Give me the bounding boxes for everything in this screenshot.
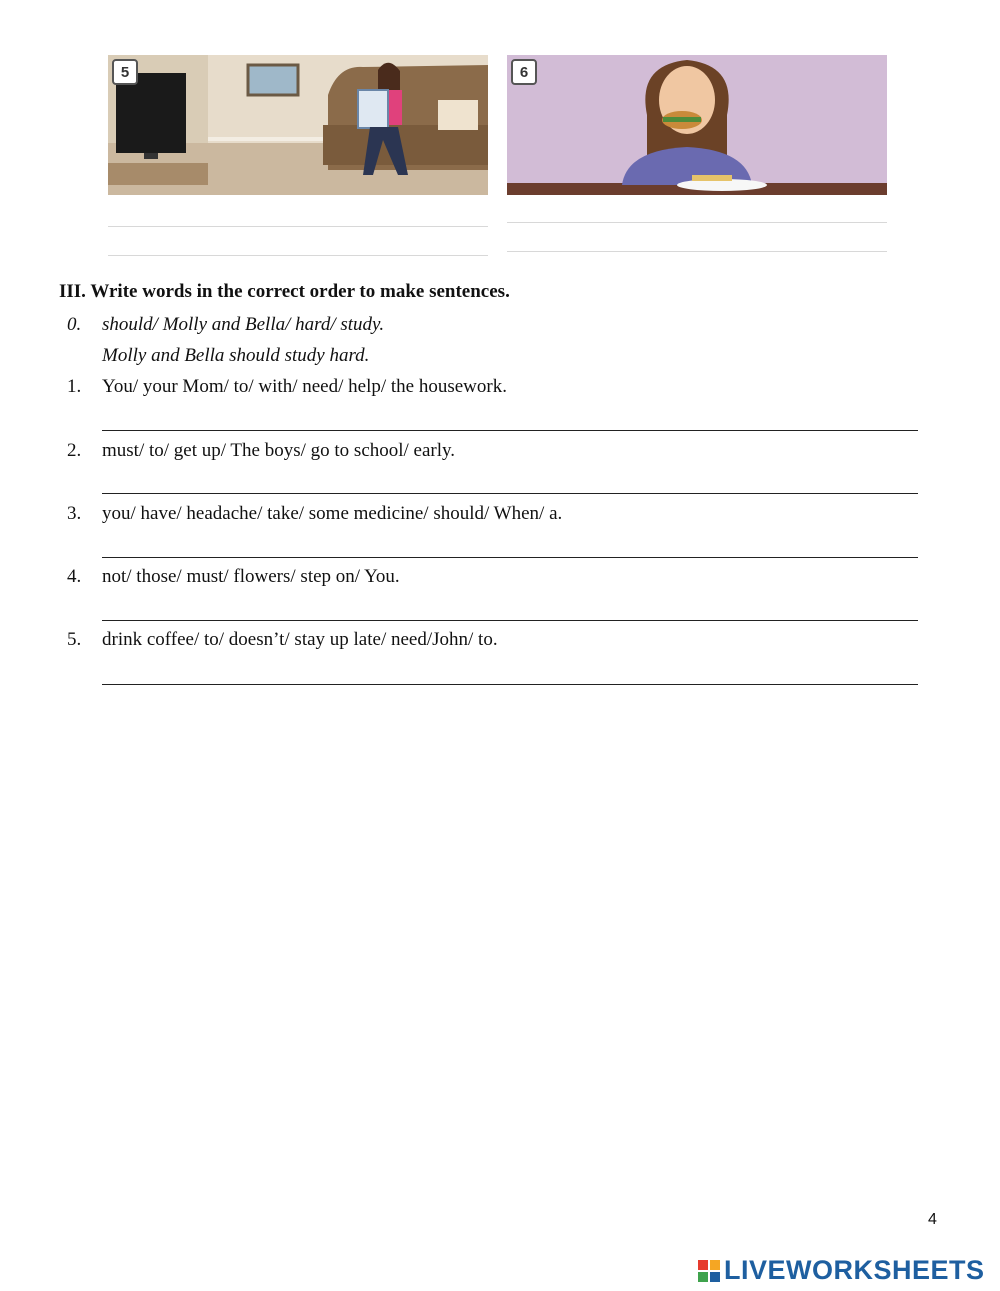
brand-name: LIVEWORKSHEETS [724,1255,985,1285]
picture-writing-line [507,222,887,223]
answer-line-5[interactable] [102,684,918,685]
picture-writing-line [507,251,887,252]
item-text: drink coffee/ to/ doesn’t/ stay up late/ need/John/ to. [102,629,498,650]
section-heading: III. Write words in the correct order to make sentences. [59,281,510,302]
liveworksheets-logo[interactable] [698,1255,985,1286]
answer-line-4[interactable] [102,620,918,621]
answer-line-3[interactable] [102,557,918,558]
picture-number: 6 [511,59,537,85]
item-number: 2. [67,440,82,461]
answer-line-2[interactable] [102,493,918,494]
example-prompt: should/ Molly and Bella/ hard/ study. [102,314,385,335]
example-answer: Molly and Bella should study hard. [102,345,370,366]
picture-number: 5 [112,59,138,85]
item-number: 4. [67,566,82,587]
picture-5 [108,55,488,195]
item-number: 1. [67,376,82,397]
item-number: 5. [67,629,82,650]
picture-writing-line [108,255,488,256]
page-number: 4 [928,1211,937,1228]
item-number: 0. [67,314,82,335]
answer-line-1[interactable] [102,430,918,431]
logo-blocks-icon [698,1260,720,1282]
picture-writing-line [108,226,488,227]
picture-6 [507,55,887,195]
eating-illustration [507,55,887,195]
item-text: not/ those/ must/ flowers/ step on/ You. [102,566,400,587]
item-text: you/ have/ headache/ take/ some medicine/ should/ When/ a. [102,503,563,524]
living-room-illustration [108,55,488,195]
item-number: 3. [67,503,82,524]
item-text: You/ your Mom/ to/ with/ need/ help/ the housework. [102,376,507,397]
item-text: must/ to/ get up/ The boys/ go to school/ early. [102,440,456,461]
